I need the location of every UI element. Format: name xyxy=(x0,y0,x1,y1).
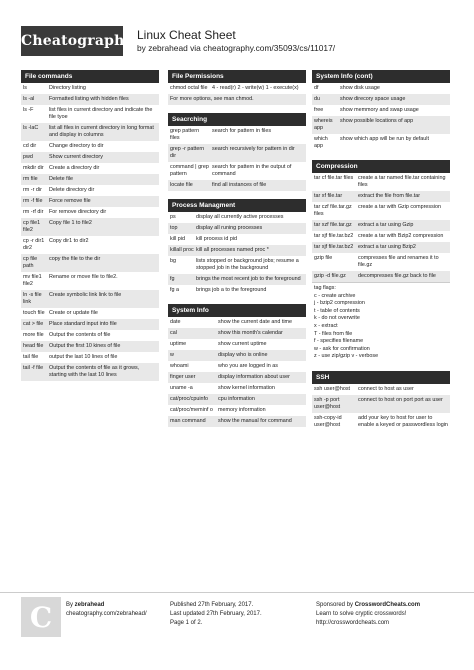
command-description: Delete directory dir xyxy=(49,187,95,193)
command-row xyxy=(21,218,159,236)
command-row xyxy=(312,253,450,271)
sheet-url-link[interactable]: cheatography.com/35093/cs/11017/ xyxy=(203,43,336,53)
footer-author-name[interactable]: zebrahead xyxy=(74,602,105,608)
command-description: copy the file to the dir xyxy=(49,256,101,262)
command-row xyxy=(312,231,450,242)
command-description: show which app will be run by default xyxy=(340,136,429,142)
command-row xyxy=(168,350,306,361)
command-key: touch file xyxy=(23,310,45,316)
command-key: ps xyxy=(170,214,176,220)
footer-sponsor xyxy=(316,601,420,628)
command-description: Rename or move file to file2. xyxy=(49,274,118,280)
command-row xyxy=(168,234,306,245)
author-link[interactable]: zebrahead xyxy=(148,43,188,53)
command-row xyxy=(21,196,159,207)
command-key: tail file xyxy=(23,354,39,360)
command-row xyxy=(312,395,450,413)
command-description: output the last 10 lines of file xyxy=(49,354,118,360)
command-description: Change directory to dir xyxy=(49,143,104,149)
command-description: connect to host on port port as user xyxy=(358,396,443,403)
page-title: Linux Cheat Sheet xyxy=(137,28,236,42)
command-row xyxy=(312,94,450,105)
sponsor-tagline: Learn to solve cryptic crosswords! xyxy=(316,611,407,617)
command-key: du xyxy=(314,96,320,102)
page-header xyxy=(0,0,474,62)
command-row xyxy=(168,285,306,296)
column-2 xyxy=(168,70,306,435)
command-key: ls -F xyxy=(23,107,34,113)
command-row xyxy=(21,236,159,254)
command-row xyxy=(21,319,159,330)
command-key: ssh -p port user@host xyxy=(314,396,341,410)
command-row xyxy=(168,405,306,416)
command-description: Create symbolic link link to file xyxy=(49,292,122,298)
command-key: uptime xyxy=(170,341,187,347)
command-row xyxy=(168,372,306,383)
by-label: By xyxy=(66,602,75,608)
command-row xyxy=(168,328,306,339)
command-key: ls -laC xyxy=(23,125,39,131)
command-key: tar xf file.tar xyxy=(314,193,343,199)
command-row xyxy=(21,152,159,163)
command-key: kill pid xyxy=(170,236,185,242)
command-row xyxy=(312,105,450,116)
command-key: mv file1 file2 xyxy=(23,274,42,287)
command-description: memory information xyxy=(218,407,266,413)
command-description: Formatted listing with hidden files xyxy=(49,96,129,102)
command-key: grep -r pattern dir xyxy=(170,146,205,159)
command-key: which app xyxy=(314,136,328,149)
command-description: display all currently active processes xyxy=(196,214,284,220)
rows xyxy=(21,83,159,381)
section-title: System Info xyxy=(168,304,306,317)
command-row xyxy=(168,256,306,274)
tag-flag-line: c - create archive xyxy=(314,292,356,299)
command-description: kill process id pid xyxy=(196,236,238,242)
command-row xyxy=(312,220,450,231)
command-row xyxy=(312,134,450,152)
command-description: show this month's calendar xyxy=(218,330,283,336)
command-row xyxy=(168,126,306,144)
rows xyxy=(168,83,306,94)
command-key: whoami xyxy=(170,363,189,369)
command-row xyxy=(168,212,306,223)
rows xyxy=(312,384,450,431)
by-prefix: by xyxy=(137,43,149,53)
command-description: show possible locations of app xyxy=(340,118,414,124)
command-description: list all files in current directory in long format and display in columns xyxy=(49,125,154,138)
command-key: ls xyxy=(23,85,27,91)
command-description: Output the contents of file xyxy=(49,332,111,338)
command-description: extract a tar using Bzip2 xyxy=(358,244,416,250)
command-description: Output the first 10 kines of file xyxy=(49,343,121,349)
command-row xyxy=(21,207,159,218)
command-description: compresses file and renames it to file.gz xyxy=(358,255,439,268)
command-key: rm -rf dir xyxy=(23,209,44,215)
command-key: killall proc xyxy=(170,247,194,253)
rows xyxy=(168,317,306,427)
command-row xyxy=(21,254,159,272)
tag-flag-line: j - bzip2 compression xyxy=(314,300,365,307)
command-row xyxy=(312,413,450,431)
command-row xyxy=(21,341,159,352)
command-key: more file xyxy=(23,332,44,338)
command-row xyxy=(21,272,159,290)
command-key: fg xyxy=(170,276,175,282)
command-key: tar xjf file.tar.bz2 xyxy=(314,233,354,239)
command-key: rm file xyxy=(23,176,38,182)
command-description: add your key to host for user to enable a keyed or passwordless login xyxy=(358,414,448,428)
command-row xyxy=(312,242,450,253)
command-description: who you are logged in as xyxy=(218,363,278,369)
command-key: mkdir dir xyxy=(23,165,44,171)
command-key: tar cf file.tar files xyxy=(314,175,354,181)
section-title: File commands xyxy=(21,70,159,83)
command-description: search for pattern in files xyxy=(212,128,272,134)
page-footer xyxy=(0,592,474,670)
command-description: show the current date and time xyxy=(218,319,293,325)
command-row xyxy=(312,191,450,202)
rows xyxy=(168,212,306,296)
command-key: cd dir xyxy=(23,143,37,149)
command-key: cp -r dir1 dir2 xyxy=(23,238,45,251)
sponsor-prefix: Sponsored by xyxy=(316,602,355,608)
command-key: cat/proc/cpuinfo xyxy=(170,396,209,402)
command-row xyxy=(168,383,306,394)
command-key: tar xzf file.tar.gz xyxy=(314,222,352,228)
command-key: cp file1 file2 xyxy=(23,220,41,233)
page-number: Page 1 of 2. xyxy=(170,620,203,626)
command-row xyxy=(168,144,306,162)
command-key: w xyxy=(170,352,174,358)
section-process-management xyxy=(168,199,306,296)
tag-flag-line: tag flags: xyxy=(314,285,336,291)
rows xyxy=(312,83,450,152)
tag-flag-line: T - files from file xyxy=(314,330,353,337)
section-system-info xyxy=(168,304,306,427)
command-description: Create or update file xyxy=(49,310,98,316)
command-row xyxy=(312,116,450,134)
command-description: cpu information xyxy=(218,396,255,402)
command-row xyxy=(312,384,450,395)
command-key: chmod octal file xyxy=(170,85,208,91)
section-file-permissions xyxy=(168,70,306,105)
command-key: tar xjf file.tar.bz2 xyxy=(314,244,354,250)
command-description: Delete file xyxy=(49,176,73,182)
via-text: via xyxy=(187,43,204,53)
command-description: decompresses file.gz back to file xyxy=(358,273,436,279)
command-description: brings the most recent job to the foreground xyxy=(196,276,301,282)
command-description: extract a tar using Gzip xyxy=(358,222,414,228)
command-description: connect to host as user xyxy=(358,385,414,392)
section-title: Compression xyxy=(312,160,450,173)
command-row xyxy=(168,162,306,180)
section-title: Seacrching xyxy=(168,113,306,126)
tag-flag-line: x - extract xyxy=(314,322,338,329)
tag-flag-line: k - do not overwrite xyxy=(314,315,360,322)
command-description: Show current directory xyxy=(49,154,103,160)
command-description: search for pattern in the output of command xyxy=(212,164,292,177)
sponsor-url[interactable]: http://crosswordcheats.com xyxy=(316,620,390,626)
command-key: ls -al xyxy=(23,96,35,102)
command-key: grep pattern files xyxy=(170,128,200,141)
command-description: show kernel information xyxy=(218,385,275,391)
command-row xyxy=(312,202,450,220)
command-row xyxy=(168,223,306,234)
command-key: uname -a xyxy=(170,385,193,391)
command-key: head file xyxy=(23,343,44,349)
section-title: System Info (cont) xyxy=(312,70,450,83)
command-description: Copy file 1 to file2 xyxy=(49,220,92,226)
cheatography-logo[interactable]: Cheatography xyxy=(21,26,123,56)
command-description: show the manual for command xyxy=(218,418,292,424)
logo-letter: C xyxy=(29,600,53,634)
command-key: whereis app xyxy=(314,118,333,131)
published-date: Published 27th February, 2017. xyxy=(170,602,254,608)
rows xyxy=(168,126,306,191)
footer-author xyxy=(66,601,147,619)
command-row xyxy=(168,180,306,191)
cheatography-c-logo[interactable] xyxy=(21,597,61,637)
command-key: pwd xyxy=(23,154,33,160)
command-description: search recursively for pattern in dir xyxy=(212,146,295,152)
command-row xyxy=(312,271,450,282)
command-key: tar czf file.tar.gz files xyxy=(314,204,352,217)
command-row xyxy=(21,185,159,196)
command-description: show disk usage xyxy=(340,85,380,91)
command-description: 4 - read(r) 2 - write(w) 1 - execute(x) xyxy=(212,85,299,91)
command-key: cp file path xyxy=(23,256,38,269)
section-searching xyxy=(168,113,306,191)
command-description: Directory listing xyxy=(49,85,86,91)
command-description: list files in current directory and indicate the file tyoe xyxy=(49,107,153,120)
command-key: ssh user@host xyxy=(314,385,351,392)
command-row xyxy=(168,394,306,405)
tag-flag-line: t - table of contents xyxy=(314,307,360,314)
command-description: show memmory and swap usage xyxy=(340,107,419,113)
page-subtitle xyxy=(137,43,335,53)
section-file-commands xyxy=(21,70,159,381)
command-row xyxy=(21,123,159,141)
command-row xyxy=(21,330,159,341)
section-title: SSH xyxy=(312,371,450,384)
command-description: display all runing processes xyxy=(196,225,263,231)
section-system-info-cont xyxy=(312,70,450,152)
updated-date: Last updated 27th February, 2017. xyxy=(170,611,262,617)
command-row xyxy=(312,83,450,94)
command-description: find all instances of file xyxy=(212,182,267,188)
command-row xyxy=(21,105,159,123)
command-description: Force remove file xyxy=(49,198,91,204)
command-description: display information about user xyxy=(218,374,290,380)
footer-author-url[interactable]: cheatography.com/zebrahead/ xyxy=(66,611,147,617)
command-row xyxy=(168,317,306,328)
column-3 xyxy=(312,70,450,439)
command-key: ssh-copy-id user@host xyxy=(314,414,342,428)
command-key: finger user xyxy=(170,374,196,380)
command-row xyxy=(21,174,159,185)
command-description: extract the file from file.tar xyxy=(358,193,421,199)
command-description: For remove directory dir xyxy=(49,209,107,215)
command-key: gzip file xyxy=(314,255,333,261)
command-description: create a tar with Gzip compression xyxy=(358,204,441,210)
command-description: lists stopped or background jobs; resume a stopped job in the background xyxy=(196,258,299,271)
command-description: Output the contents of file as it grows, starting with the last 10 lines xyxy=(49,365,140,378)
command-description: Copy dir1 to dir2 xyxy=(49,238,89,244)
command-key: cat > file xyxy=(23,321,44,327)
permissions-note: For more options, see man chmod. xyxy=(168,94,306,105)
command-description: display who is online xyxy=(218,352,268,358)
command-row xyxy=(21,94,159,105)
command-key: bg xyxy=(170,258,176,264)
command-row xyxy=(21,290,159,308)
sponsor-link[interactable]: CrosswordCheats.com xyxy=(354,602,421,608)
command-row xyxy=(168,361,306,372)
command-row xyxy=(312,173,450,191)
command-key: top xyxy=(170,225,178,231)
tag-flags xyxy=(312,282,450,363)
command-row xyxy=(21,363,159,381)
command-row xyxy=(21,308,159,319)
command-description: Create a directory dir xyxy=(49,165,100,171)
command-row xyxy=(21,83,159,94)
section-title: File Permissions xyxy=(168,70,306,83)
command-description: show direcory space usage xyxy=(340,96,406,102)
command-row xyxy=(168,416,306,427)
command-row xyxy=(21,352,159,363)
command-key: ln -s file link xyxy=(23,292,42,305)
tag-flag-line: z - use zip/gzip v - verbose xyxy=(314,353,379,360)
command-row xyxy=(168,274,306,285)
command-key: free xyxy=(314,107,324,113)
command-description: create a tar with Bzip2 compression xyxy=(358,233,444,239)
command-key: tail -f file xyxy=(23,365,44,371)
footer-dates xyxy=(170,601,262,628)
command-description: Place standard input into file xyxy=(49,321,117,327)
tag-flag-line: w - ask for confirmation xyxy=(314,345,370,352)
column-1 xyxy=(21,70,159,389)
command-row xyxy=(21,163,159,174)
command-key: cal xyxy=(170,330,177,336)
tag-flag-line: f - specifies filename xyxy=(314,338,364,345)
command-key: command | grep pattern xyxy=(170,164,209,177)
section-title: Process Managment xyxy=(168,199,306,212)
command-key: man command xyxy=(170,418,206,424)
command-key: fg a xyxy=(170,287,179,293)
command-key: rm -f file xyxy=(23,198,43,204)
command-key: rm -r dir xyxy=(23,187,42,193)
command-key: locate file xyxy=(170,182,193,188)
command-description: show current uptime xyxy=(218,341,267,347)
section-ssh xyxy=(312,371,450,431)
command-description: brings job a to the foreground xyxy=(196,287,267,293)
command-row xyxy=(168,245,306,256)
command-key: cat/proc/meminf o xyxy=(170,407,213,413)
command-description: kill all processes named proc * xyxy=(196,247,269,253)
command-key: gzip -d file.gz xyxy=(314,273,346,279)
section-compression xyxy=(312,160,450,363)
command-row xyxy=(168,339,306,350)
command-key: df xyxy=(314,85,319,91)
rows xyxy=(312,173,450,282)
command-key: date xyxy=(170,319,181,325)
command-row xyxy=(168,83,306,94)
command-description: create a tar named file.tar containing files xyxy=(358,175,446,188)
command-row xyxy=(21,141,159,152)
